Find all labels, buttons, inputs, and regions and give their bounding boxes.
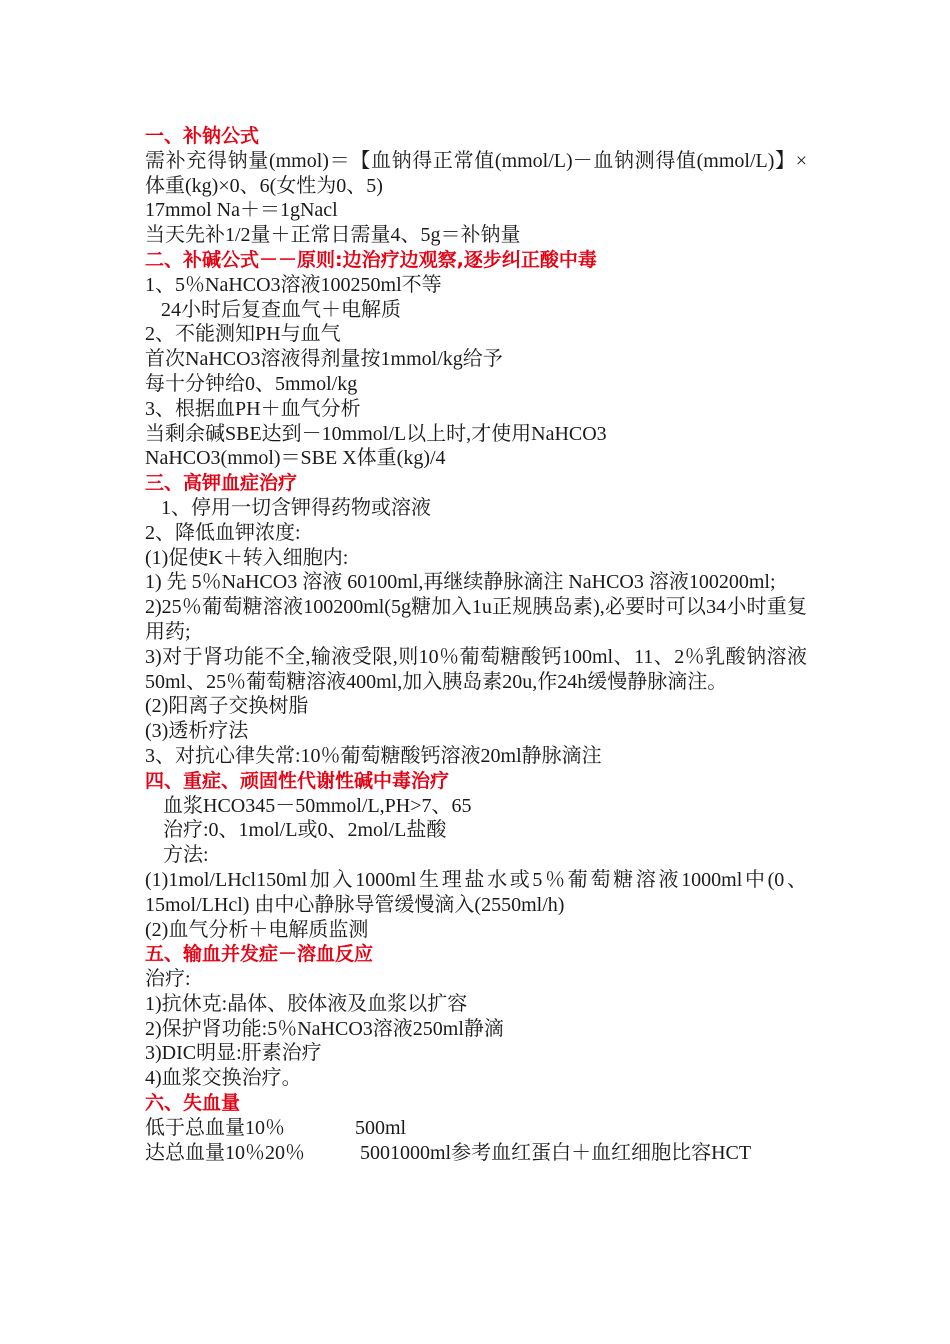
alkalosis-line-3: 方法: (163, 844, 209, 867)
alkalosis-line-2: 治疗:0、1mol/L或0、2mol/L盐酸 (163, 819, 447, 842)
hyperkalemia-line-4: 1) 先 5％NaHCO3 溶液 60100ml,再继续静脉滴注 NaHCO3 溶液100200ml; (145, 571, 776, 594)
section-heading-blood-loss: 六、失血量 (145, 1092, 241, 1115)
alkali-line-8: NaHCO3(mmol)＝SBE X体重(kg)/4 (145, 447, 446, 470)
alkali-line-5: 每十分钟给0、5mmol/kg (145, 372, 358, 395)
transfusion-line-5: 4)血浆交换治疗。 (145, 1067, 302, 1090)
transfusion-line-1: 治疗: (145, 968, 191, 991)
section-heading-alkali: 二、补碱公式－－原则:边治疗边观察,逐步纠正酸中毒 (145, 248, 597, 271)
sodium-conversion: 17mmol Na＋＝1gNacl (145, 199, 338, 222)
sodium-daily-dose: 当天先补1/2量＋正常日需量4、5g＝补钠量 (145, 224, 521, 247)
hyperkalemia-line-9: 3、对抗心律失常:10％葡萄糖酸钙溶液20ml静脉滴注 (145, 744, 602, 767)
hyperkalemia-line-6: 3)对于肾功能不全,输液受限,则10％葡萄糖酸钙100ml、11、2％乳酸钠溶液50ml、25％葡萄糖溶液400ml,加入胰岛素20u,作24h缓慢静脉滴注。 (145, 645, 807, 693)
section-heading-hyperkalemia: 三、高钾血症治疗 (145, 472, 298, 495)
alkalosis-line-4: (1)1mol/LHcl150ml加入1000ml生理盐水或5％葡萄糖溶液1000ml中(0、15mol/LHcl) 由中心静脉导管缓慢滴入(2550ml/h) (145, 868, 807, 916)
section-heading-transfusion: 五、输血并发症－溶血反应 (145, 943, 374, 966)
blood-loss-label: 达总血量10％20％ (145, 1141, 305, 1164)
hyperkalemia-line-8: (3)透析疗法 (145, 720, 249, 743)
blood-loss-value: 5001000ml参考血红蛋白＋血红细胞比容HCT (360, 1141, 752, 1164)
hyperkalemia-line-7: (2)阳离子交换树脂 (145, 695, 309, 718)
alkalosis-line-1: 血浆HCO345－50mmol/L,PH>7、65 (163, 794, 472, 817)
document-body (145, 124, 807, 1165)
hyperkalemia-line-5: 2)25％葡萄糖溶液100200ml(5g糖加入1u正规胰岛素),必要时可以34小时重复用药; (145, 596, 807, 643)
transfusion-line-3: 2)保护肾功能:5％NaHCO3溶液250ml静滴 (145, 1017, 504, 1040)
sodium-formula: 需补充得钠量(mmol)＝【血钠得正常值(mmol/L)－血钠测得值(mmol/L)】×体重(kg)×0、6(女性为0、5) (145, 149, 807, 197)
hyperkalemia-line-1: 1、停用一切含钾得药物或溶液 (161, 496, 431, 519)
alkali-line-6: 3、根据血PH＋血气分析 (145, 397, 361, 420)
alkali-line-1: 1、5％NaHCO3溶液100250ml不等 (145, 273, 442, 296)
hyperkalemia-line-2: 2、降低血钾浓度: (145, 521, 301, 544)
alkali-line-2: 24小时后复查血气＋电解质 (161, 298, 401, 321)
alkalosis-line-5: (2)血气分析＋电解质监测 (145, 918, 369, 941)
blood-loss-row (145, 1141, 807, 1166)
blood-loss-label: 低于总血量10％ (145, 1116, 285, 1139)
alkali-line-3: 2、不能测知PH与血气 (145, 323, 341, 346)
alkali-line-7: 当剩余碱SBE达到－10mmol/L以上时,才使用NaHCO3 (145, 422, 607, 445)
transfusion-line-4: 3)DIC明显:肝素治疗 (145, 1042, 322, 1065)
alkali-line-4: 首次NaHCO3溶液得剂量按1mmol/kg给予 (145, 348, 503, 371)
section-heading-sodium: 一、补钠公式 (145, 125, 260, 147)
section-heading-alkalosis: 四、重症、顽固性代谢性碱中毒治疗 (145, 769, 450, 792)
blood-loss-row (145, 1116, 807, 1141)
transfusion-line-2: 1)抗休克:晶体、胶体液及血浆以扩容 (145, 992, 468, 1015)
hyperkalemia-line-3: (1)促使K＋转入细胞内: (145, 546, 349, 569)
blood-loss-value: 500ml (355, 1116, 407, 1139)
